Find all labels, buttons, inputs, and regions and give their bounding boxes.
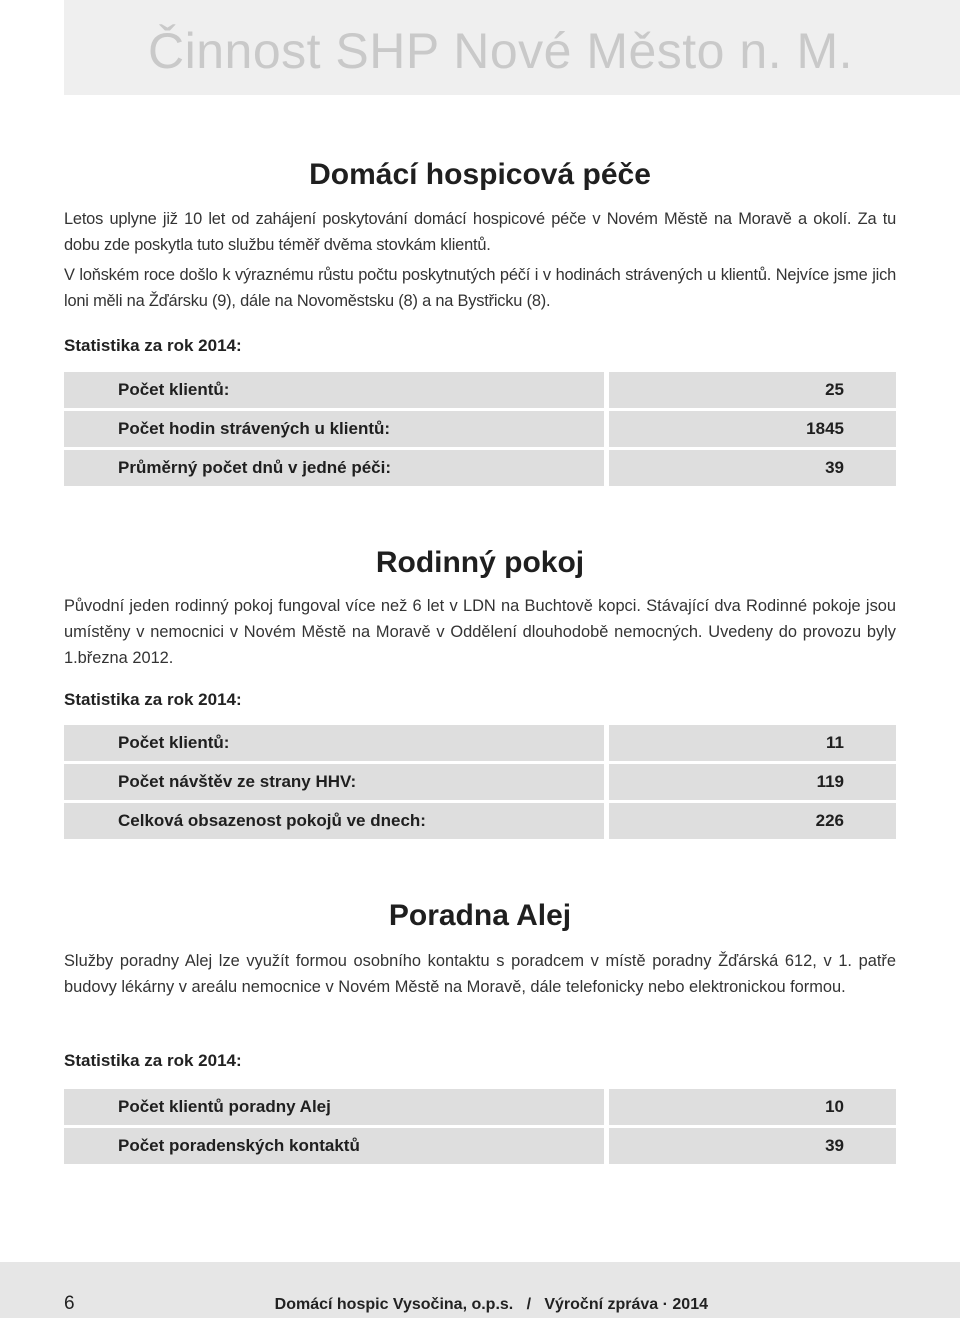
table-row bbox=[64, 764, 896, 800]
row-label: Celková obsazenost pokojů ve dnech: bbox=[64, 803, 604, 839]
row-label: Počet hodin strávených u klientů: bbox=[64, 411, 604, 447]
section-title-home-hospice: Domácí hospicová péče bbox=[309, 158, 651, 191]
row-value: 226 bbox=[609, 803, 896, 839]
paragraph: Původní jeden rodinný pokoj fungoval více než 6 let v LDN na Buchtově kopci. Stávající dva Rodinné pokoje jsou umístěny v nemocnici v Novém Městě na Moravě v Oddělení dlouhodobě nemocných. Uvedeny do provozu byly 1.března 2012. bbox=[64, 597, 896, 667]
table-row bbox=[64, 372, 896, 408]
row-label: Počet klientů: bbox=[64, 725, 604, 761]
paragraph: Služby poradny Alej lze využít formou osobního kontaktu s poradcem v místě poradny Žďárská 612, v 1. patře budovy lékárny v areálu nemocnice v Novém Městě na Moravě, dále telefonicky nebo elektronickou formou. bbox=[64, 952, 896, 996]
table-row bbox=[64, 725, 896, 761]
paragraph: Letos uplyne již 10 let od zahájení poskytování domácí hospicové péče v Novém Městě na Moravě a okolí. Za tu dobu zde poskytla tuto službu téměř dvěma stovkám klientů. bbox=[64, 210, 896, 254]
row-label: Průměrný počet dnů v jedné péči: bbox=[64, 450, 604, 486]
statistics-table bbox=[64, 1089, 896, 1167]
statistics-table bbox=[64, 372, 896, 489]
statistics-label: Statistika za rok 2014: bbox=[64, 336, 242, 355]
paragraph: V loňském roce došlo k výraznému růstu počtu poskytnutých péčí i v hodinách strávených u klientů. Nejvíce jsme jich loni měli na Žďársku (9), dále na Novoměstsku (8) a na Bystřicku (8). bbox=[64, 266, 896, 310]
row-value: 1845 bbox=[609, 411, 896, 447]
row-label: Počet klientů poradny Alej bbox=[64, 1089, 604, 1125]
table-row bbox=[64, 411, 896, 447]
statistics-table bbox=[64, 725, 896, 842]
page-number: 6 bbox=[64, 1293, 75, 1314]
statistics-label: Statistika za rok 2014: bbox=[64, 690, 242, 709]
row-label: Počet poradenských kontaktů bbox=[64, 1128, 604, 1164]
row-value: 11 bbox=[609, 725, 896, 761]
row-label: Počet klientů: bbox=[64, 372, 604, 408]
section-title-family-room: Rodinný pokoj bbox=[375, 546, 585, 579]
table-row bbox=[64, 450, 896, 486]
page-title: Činnost SHP Nové Město n. M. bbox=[148, 23, 854, 79]
row-value: 39 bbox=[609, 1128, 896, 1164]
table-row bbox=[64, 1089, 896, 1125]
row-value: 39 bbox=[609, 450, 896, 486]
table-row bbox=[64, 1128, 896, 1164]
statistics-label: Statistika za rok 2014: bbox=[64, 1051, 242, 1070]
footer-text: Domácí hospic Vysočina, o.p.s. / Výroční zpráva · 2014 bbox=[274, 1296, 708, 1313]
section-title-counseling: Poradna Alej bbox=[388, 899, 572, 932]
row-label: Počet návštěv ze strany HHV: bbox=[64, 764, 604, 800]
row-value: 119 bbox=[609, 764, 896, 800]
table-row bbox=[64, 803, 896, 839]
row-value: 25 bbox=[609, 372, 896, 408]
row-value: 10 bbox=[609, 1089, 896, 1125]
